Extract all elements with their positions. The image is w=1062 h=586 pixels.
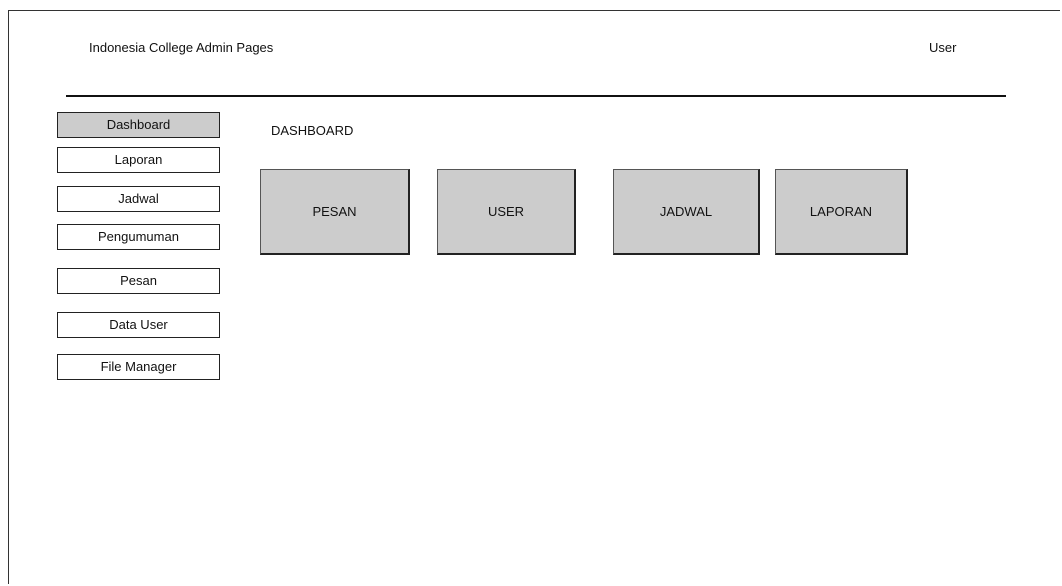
user-menu[interactable]: User <box>929 40 957 55</box>
app-title: Indonesia College Admin Pages <box>89 40 274 55</box>
header-divider <box>66 95 1006 97</box>
card-pesan[interactable]: PESAN <box>260 169 410 255</box>
sidebar-item-pengumuman[interactable]: Pengumuman <box>57 224 220 250</box>
card-jadwal[interactable]: JADWAL <box>613 169 760 255</box>
card-laporan[interactable]: LAPORAN <box>775 169 908 255</box>
sidebar-item-dashboard[interactable]: Dashboard <box>57 112 220 138</box>
page-title: DASHBOARD <box>271 123 354 138</box>
card-user[interactable]: USER <box>437 169 576 255</box>
sidebar-item-jadwal[interactable]: Jadwal <box>57 186 220 212</box>
sidebar-item-laporan[interactable]: Laporan <box>57 147 220 173</box>
sidebar-item-data-user[interactable]: Data User <box>57 312 220 338</box>
sidebar-item-file-manager[interactable]: File Manager <box>57 354 220 380</box>
sidebar-item-pesan[interactable]: Pesan <box>57 268 220 294</box>
